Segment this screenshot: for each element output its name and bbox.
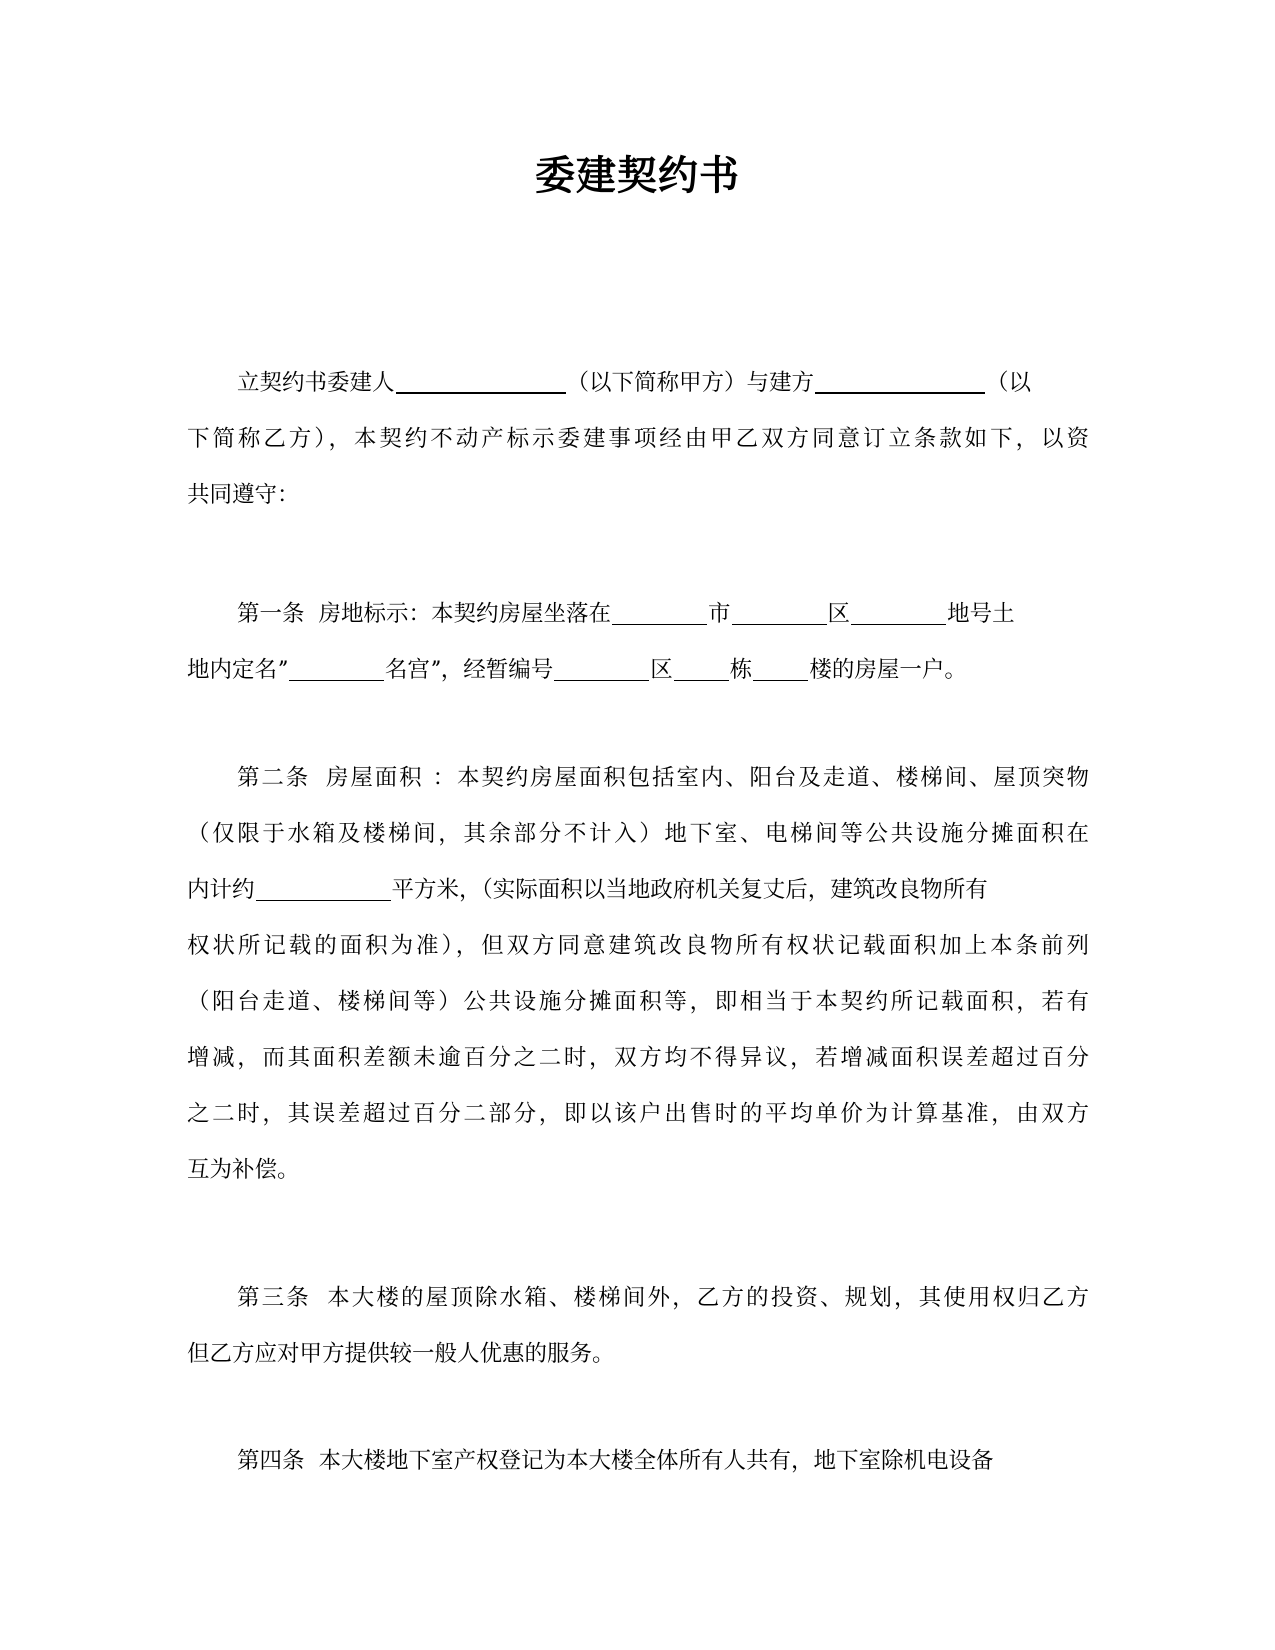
article-2-line-8: 互为补偿。 [187,1157,300,1183]
preamble-line-1: 立契约书委建人 （以下简称甲方）与建方 （以 [237,370,1032,396]
preamble-line-2: 下简称乙方），本契约不动产标示委建事项经由甲乙双方同意订立条款如下，以资 [187,426,1089,452]
area-code-blank[interactable] [554,658,649,681]
article-2-line-7: 之二时，其误差超过百分二部分，即以该户出售时的平均单价为计算基准，由双方 [187,1101,1089,1127]
article-3-line-1: 第三条 本大楼的屋顶除水箱、楼梯间外，乙方的投资、规划，其使用权归乙方 [237,1285,1089,1311]
article-3-line-2: 但乙方应对甲方提供较一般人优惠的服务。 [187,1341,615,1367]
lot-number-blank[interactable] [851,602,946,625]
article-2-line-3: 内计约 平方米，（实际面积以当地政府机关复丈后，建筑改良物所有 [187,877,988,903]
article-2 [187,750,1089,1198]
city-blank[interactable] [612,602,707,625]
building-name-blank[interactable] [289,658,384,681]
article-4-label: 第四条 [237,1448,305,1474]
article-4-line-1: 第四条 本大楼地下室产权登记为本大楼全体所有人共有，地下室除机电设备 [237,1448,994,1474]
article-1-line-1: 第一条 房地标示：本契约房屋坐落在 市 区 地号土 [237,601,1015,627]
article-2-line-4: 权状所记载的面积为准），但双方同意建筑改良物所有权状记载面积加上本条前列 [187,933,1089,959]
article-2-line-2: （仅限于水箱及楼梯间，其余部分不计入）地下室、电梯间等公共设施分摊面积在 [187,821,1089,847]
building-number-blank[interactable] [674,658,729,681]
article-4 [187,1433,1089,1489]
preamble-paragraph [187,355,1089,523]
preamble-line-3: 共同遵守： [187,482,300,508]
principal-name-blank[interactable] [396,370,566,394]
article-1-label: 第一条 [237,601,305,627]
builder-name-blank[interactable] [815,370,985,394]
district-blank[interactable] [732,602,827,625]
article-2-line-5: （阳台走道、楼梯间等）公共设施分摊面积等，即相当于本契约所记载面积，若有 [187,989,1089,1015]
document-title: 委建契约书 [535,153,740,199]
article-2-line-1: 第二条 房屋面积 ：本契约房屋面积包括室内、阳台及走道、楼梯间、屋顶突物 [237,765,1089,791]
article-1-line-2: 地内定名ˮ 名宫ˮ，经暂编号 区 栋 楼的房屋一户。 [187,657,967,683]
article-1 [187,586,1089,698]
floor-number-blank[interactable] [753,658,808,681]
article-3-label: 第三条 [237,1285,311,1311]
article-3 [187,1270,1089,1382]
article-2-label: 第二条 [237,765,311,791]
area-sqm-blank[interactable] [256,878,391,901]
article-2-line-6: 增减，而其面积差额未逾百分之二时，双方均不得异议，若增减面积误差超过百分 [187,1045,1089,1071]
